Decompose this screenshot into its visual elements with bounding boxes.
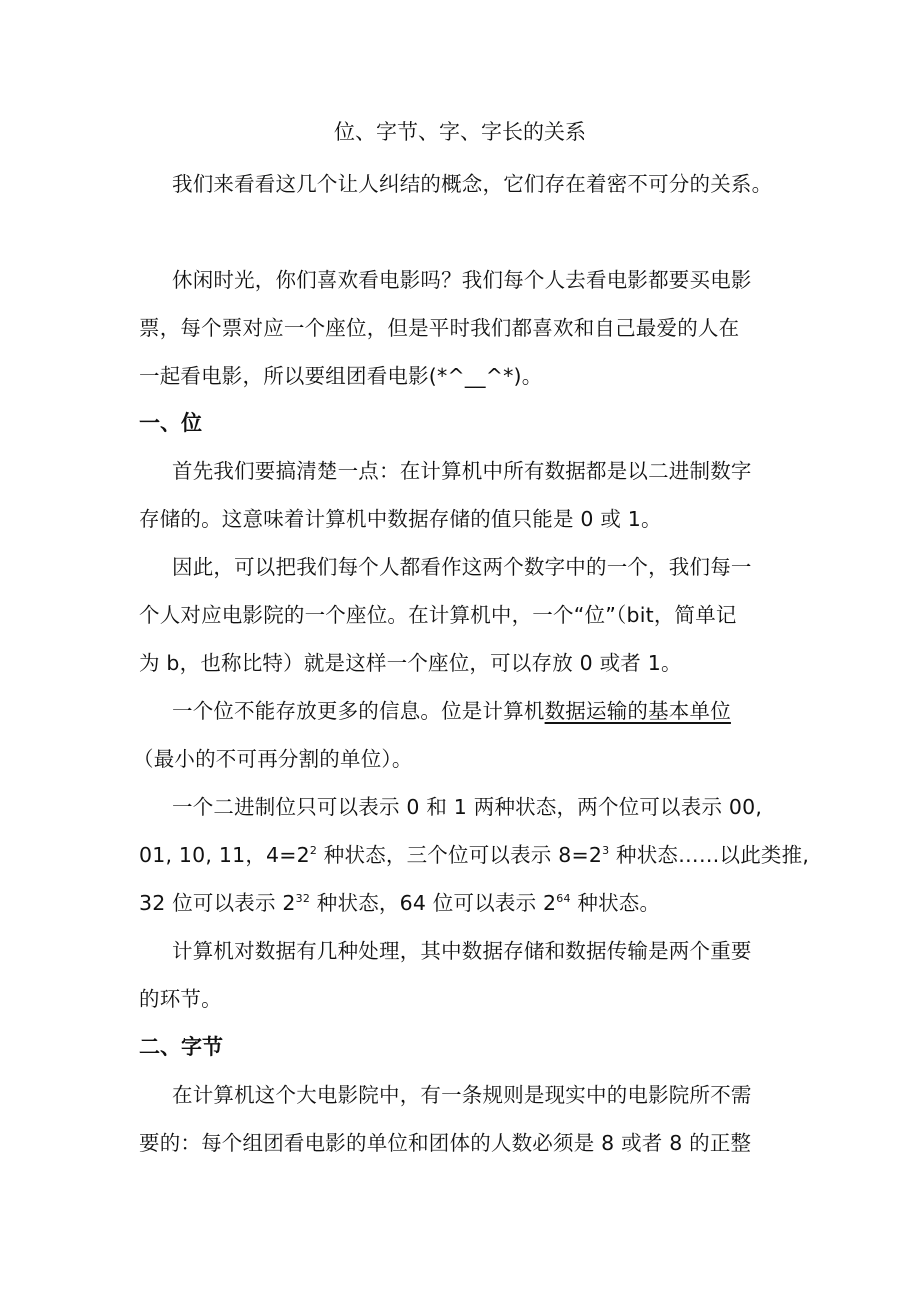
section-heading-byte: 二、字节 bbox=[139, 1035, 223, 1059]
paragraph-seat-line-2: 个人对应电影院的一个座位。在计算机中，一个“位”（bit，简单记 bbox=[139, 603, 737, 627]
paragraph-byte-line-1: 在计算机这个大电影院中，有一条规则是现实中的电影院所不需 bbox=[172, 1083, 752, 1107]
unit-text: 一个位不能存放更多的信息。位是计算机 bbox=[172, 699, 545, 723]
states-text: 种状态……以此类推, bbox=[609, 843, 810, 867]
exponent: 2 bbox=[309, 844, 318, 858]
paragraph-states-line-2 bbox=[139, 841, 809, 869]
states-text: 种状态，三个位可以表示 8=2 bbox=[317, 843, 603, 867]
paragraph-movie-line-2: 票，每个票对应一个座位，但是平时我们都喜欢和自己最爱的人在 bbox=[139, 316, 740, 340]
paragraph-states-line-1: 一个二进制位只可以表示 0 和 1 两种状态，两个位可以表示 00, bbox=[172, 795, 763, 819]
intro-paragraph: 我们来看看这几个让人纠结的概念，它们存在着密不可分的关系。 bbox=[172, 172, 773, 196]
exponent: 64 bbox=[556, 892, 571, 906]
exponent: 3 bbox=[602, 844, 610, 858]
paragraph-states-line-3 bbox=[139, 889, 660, 917]
paragraph-movie-line-1: 休闲时光，你们喜欢看电影吗？我们每个人去看电影都要买电影 bbox=[172, 268, 752, 292]
states-text: 01, 10, 11，4=2 bbox=[139, 843, 310, 867]
section-heading-bit: 一、位 bbox=[139, 411, 202, 435]
states-text: 种状态，64 位可以表示 2 bbox=[310, 891, 557, 915]
states-text: 种状态。 bbox=[570, 891, 661, 915]
paragraph-binary-line-2: 存储的。这意味着计算机中数据存储的值只能是 0 或 1。 bbox=[139, 507, 662, 531]
paragraph-unit-line-2: （最小的不可再分割的单位）。 bbox=[133, 747, 413, 771]
paragraph-processing-line-2: 的环节。 bbox=[139, 987, 222, 1011]
states-text: 32 位可以表示 2 bbox=[139, 891, 296, 915]
paragraph-unit-line-1 bbox=[172, 697, 731, 725]
document-title: 位、字节、字、字长的关系 bbox=[334, 120, 586, 144]
paragraph-processing-line-1: 计算机对数据有几种处理，其中数据存储和数据传输是两个重要 bbox=[172, 939, 752, 963]
paragraph-byte-line-2: 要的：每个组团看电影的单位和团体的人数必须是 8 或者 8 的正整 bbox=[139, 1131, 752, 1155]
paragraph-movie-line-3: 一起看电影，所以要组团看电影(*^__^*)。 bbox=[139, 364, 543, 388]
underlined-term: 数据运输的基本单位 bbox=[544, 699, 731, 723]
paragraph-binary-line-1: 首先我们要搞清楚一点：在计算机中所有数据都是以二进制数字 bbox=[172, 459, 752, 483]
paragraph-seat-line-1: 因此，可以把我们每个人都看作这两个数字中的一个，我们每一 bbox=[172, 555, 752, 579]
paragraph-seat-line-3: 为 b，也称比特）就是这样一个座位，可以存放 0 或者 1。 bbox=[139, 651, 682, 675]
exponent: 32 bbox=[295, 892, 311, 906]
